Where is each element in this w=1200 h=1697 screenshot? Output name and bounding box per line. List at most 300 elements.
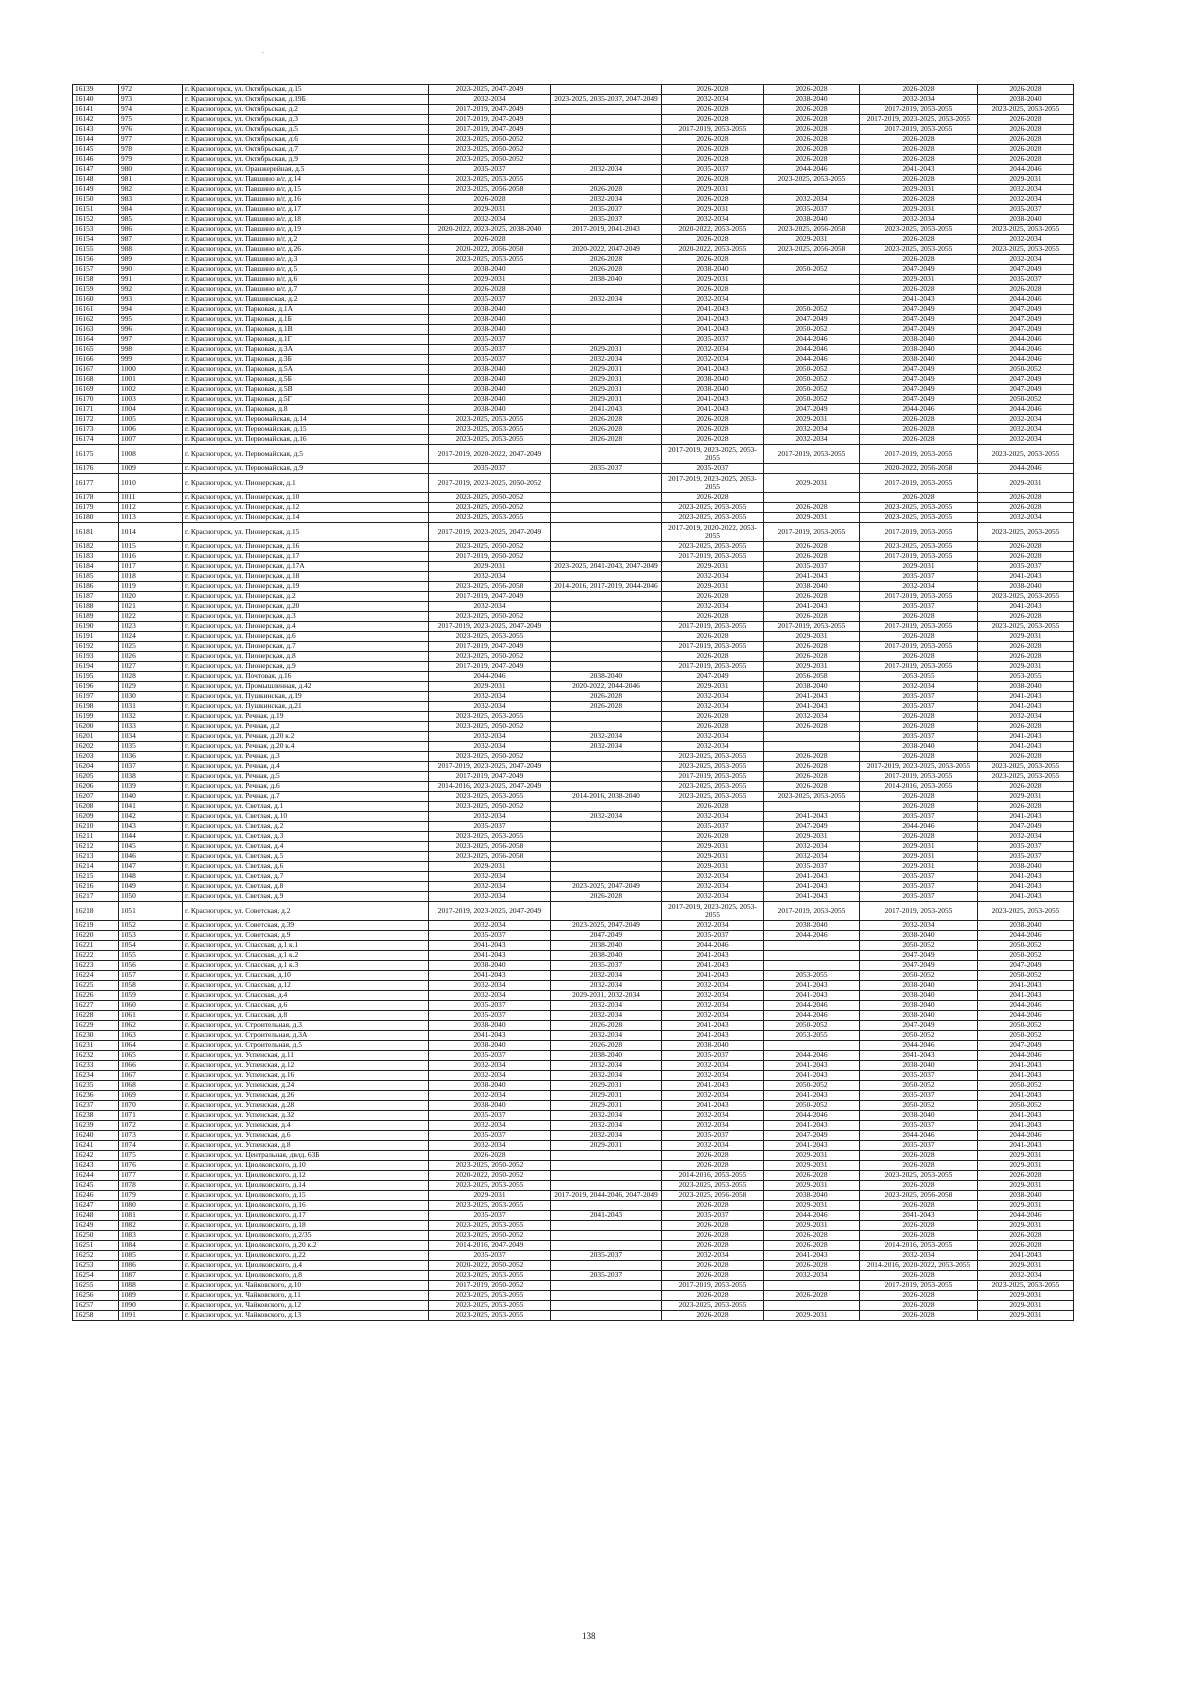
table-row [73, 1281, 1074, 1291]
row-number-cell: 1042 [119, 812, 183, 822]
schedule-table [72, 84, 1074, 1321]
period-cell-1: 2032-2034 [429, 602, 551, 612]
period-cell-6: 2038-2040 [978, 682, 1074, 692]
table-row [73, 722, 1074, 732]
row-number-cell: 1023 [119, 622, 183, 632]
period-cell-2 [551, 1151, 662, 1161]
period-cell-4: 2053-2055 [764, 1031, 860, 1041]
address-cell: г. Красногорск, ул. Пионерская, д.18 [183, 572, 429, 582]
period-cell-3: 2017-2019, 2053-2055 [662, 552, 764, 562]
period-cell-4: 2026-2028 [764, 552, 860, 562]
period-cell-3: 2023-2025, 2053-2055 [662, 1181, 764, 1191]
period-cell-2 [551, 335, 662, 345]
period-cell-3: 2014-2016, 2053-2055 [662, 1171, 764, 1181]
period-cell-2: 2032-2034 [551, 1111, 662, 1121]
period-cell-4: 2026-2028 [764, 1171, 860, 1181]
period-cell-1: 2023-2025, 2053-2055 [429, 1221, 551, 1231]
row-id-cell: 16223 [73, 961, 119, 971]
period-cell-2 [551, 1301, 662, 1311]
address-cell: г. Красногорск, ул. Светлая, д.2 [183, 822, 429, 832]
period-cell-2 [551, 862, 662, 872]
period-cell-5: 2050-2052 [860, 1081, 978, 1091]
address-cell: г. Красногорск, ул. Циолковского, д.10 [183, 1161, 429, 1171]
period-cell-1: 2029-2031 [429, 1191, 551, 1201]
period-cell-4 [764, 493, 860, 503]
period-cell-1: 2038-2040 [429, 1081, 551, 1091]
row-number-cell: 991 [119, 275, 183, 285]
period-cell-2: 2029-2031 [551, 345, 662, 355]
period-cell-4 [764, 255, 860, 265]
period-cell-3: 2026-2028 [662, 175, 764, 185]
period-cell-1: 2032-2034 [429, 95, 551, 105]
period-cell-4: 2026-2028 [764, 1231, 860, 1241]
address-cell: г. Красногорск, ул. Павшино в/г, д.7 [183, 285, 429, 295]
period-cell-2 [551, 902, 662, 921]
row-id-cell: 16236 [73, 1091, 119, 1101]
table-row [73, 275, 1074, 285]
address-cell: г. Красногорск, ул. Светлая, д.7 [183, 872, 429, 882]
period-cell-3: 2017-2019, 2023-2025, 2053-2055 [662, 474, 764, 493]
period-cell-1: 2020-2022, 2050-2052 [429, 1261, 551, 1271]
period-cell-6: 2029-2031 [978, 1161, 1074, 1171]
period-cell-5: 2041-2043 [860, 165, 978, 175]
period-cell-6: 2041-2043 [978, 1141, 1074, 1151]
period-cell-5: 2041-2043 [860, 295, 978, 305]
period-cell-1: 2038-2040 [429, 961, 551, 971]
period-cell-6: 2035-2037 [978, 562, 1074, 572]
period-cell-4 [764, 961, 860, 971]
period-cell-6: 2029-2031 [978, 1311, 1074, 1321]
period-cell-3: 2020-2022, 2053-2055 [662, 225, 764, 235]
period-cell-5: 2026-2028 [860, 802, 978, 812]
row-id-cell: 16146 [73, 155, 119, 165]
row-number-cell: 994 [119, 305, 183, 315]
period-cell-4: 2041-2043 [764, 1251, 860, 1261]
period-cell-4: 2026-2028 [764, 772, 860, 782]
period-cell-5: 2026-2028 [860, 85, 978, 95]
period-cell-3: 2041-2043 [662, 395, 764, 405]
table-row [73, 165, 1074, 175]
period-cell-6: 2032-2034 [978, 425, 1074, 435]
table-row [73, 1061, 1074, 1071]
period-cell-3: 2029-2031 [662, 185, 764, 195]
table-row [73, 1241, 1074, 1251]
period-cell-3: 2032-2034 [662, 991, 764, 1001]
period-cell-5: 2017-2019, 2053-2055 [860, 474, 978, 493]
table-row [73, 355, 1074, 365]
address-cell: г. Красногорск, ул. Речная, д.3 [183, 752, 429, 762]
table-row [73, 692, 1074, 702]
period-cell-4: 2032-2034 [764, 195, 860, 205]
row-id-cell: 16197 [73, 692, 119, 702]
period-cell-4 [764, 1301, 860, 1311]
row-number-cell: 980 [119, 165, 183, 175]
row-number-cell: 974 [119, 105, 183, 115]
period-cell-3: 2032-2034 [662, 345, 764, 355]
period-cell-3: 2023-2025, 2053-2055 [662, 752, 764, 762]
address-cell: г. Красногорск, ул. Пионерская, д.4 [183, 622, 429, 632]
period-cell-1: 2017-2019, 2020-2022, 2047-2049 [429, 445, 551, 464]
period-cell-1: 2023-2025, 2053-2055 [429, 255, 551, 265]
period-cell-2: 2032-2034 [551, 355, 662, 365]
table-row [73, 503, 1074, 513]
row-id-cell: 16142 [73, 115, 119, 125]
period-cell-5: 2026-2028 [860, 632, 978, 642]
row-number-cell: 1038 [119, 772, 183, 782]
period-cell-1: 2038-2040 [429, 1021, 551, 1031]
table-row [73, 592, 1074, 602]
period-cell-5: 2017-2019, 2023-2025, 2053-2055 [860, 762, 978, 772]
row-id-cell: 16185 [73, 572, 119, 582]
table-row [73, 464, 1074, 474]
period-cell-2 [551, 852, 662, 862]
period-cell-3: 2041-2043 [662, 951, 764, 961]
row-id-cell: 16241 [73, 1141, 119, 1151]
row-id-cell: 16139 [73, 85, 119, 95]
period-cell-2: 2035-2037 [551, 961, 662, 971]
period-cell-1: 2017-2019, 2023-2025, 2047-2049 [429, 622, 551, 632]
period-cell-4 [764, 802, 860, 812]
period-cell-3: 2041-2043 [662, 1081, 764, 1091]
table-row [73, 1161, 1074, 1171]
period-cell-4 [764, 732, 860, 742]
address-cell: г. Красногорск, ул. Павшино в/г, д.15 [183, 185, 429, 195]
period-cell-4: 2029-2031 [764, 474, 860, 493]
period-cell-6: 2026-2028 [978, 1171, 1074, 1181]
table-row [73, 245, 1074, 255]
row-number-cell: 1025 [119, 642, 183, 652]
address-cell: г. Красногорск, ул. Циолковского, д.17 [183, 1211, 429, 1221]
row-number-cell: 1065 [119, 1051, 183, 1061]
address-cell: г. Красногорск, ул. Парковая, д.5Г [183, 395, 429, 405]
address-cell: г. Красногорск, ул. Пионерская, д.16 [183, 542, 429, 552]
period-cell-2 [551, 523, 662, 542]
period-cell-4: 2026-2028 [764, 762, 860, 772]
table-row [73, 1181, 1074, 1191]
period-cell-4: 2032-2034 [764, 852, 860, 862]
period-cell-3: 2032-2034 [662, 1141, 764, 1151]
period-cell-2: 2041-2043 [551, 405, 662, 415]
table-row [73, 792, 1074, 802]
period-cell-4: 2026-2028 [764, 105, 860, 115]
period-cell-3: 2032-2034 [662, 892, 764, 902]
period-cell-2: 2038-2040 [551, 951, 662, 961]
period-cell-2: 2035-2037 [551, 1271, 662, 1281]
period-cell-2: 2038-2040 [551, 941, 662, 951]
table-row [73, 435, 1074, 445]
row-id-cell: 16207 [73, 792, 119, 802]
period-cell-4: 2026-2028 [764, 503, 860, 513]
period-cell-6: 2026-2028 [978, 542, 1074, 552]
period-cell-3: 2017-2019, 2053-2055 [662, 772, 764, 782]
table-row [73, 1071, 1074, 1081]
row-id-cell: 16231 [73, 1041, 119, 1051]
table-row [73, 1081, 1074, 1091]
row-id-cell: 16176 [73, 464, 119, 474]
row-number-cell: 1024 [119, 632, 183, 642]
period-cell-1: 2023-2025, 2050-2052 [429, 135, 551, 145]
row-id-cell: 16157 [73, 265, 119, 275]
row-number-cell: 1076 [119, 1161, 183, 1171]
address-cell: г. Красногорск, ул. Парковая, д.1Г [183, 335, 429, 345]
address-cell: г. Красногорск, ул. Первомайская, д.9 [183, 464, 429, 474]
period-cell-5: 2014-2016, 2053-2055 [860, 782, 978, 792]
period-cell-1: 2023-2025, 2050-2052 [429, 503, 551, 513]
address-cell: г. Красногорск, ул. Павшино в/г, д.18 [183, 215, 429, 225]
period-cell-4: 2029-2031 [764, 1151, 860, 1161]
period-cell-3: 2032-2034 [662, 355, 764, 365]
period-cell-4: 2026-2028 [764, 1291, 860, 1301]
row-number-cell: 1072 [119, 1121, 183, 1131]
row-number-cell: 1071 [119, 1111, 183, 1121]
period-cell-2 [551, 325, 662, 335]
table-row [73, 642, 1074, 652]
row-id-cell: 16175 [73, 445, 119, 464]
table-row [73, 732, 1074, 742]
address-cell: г. Красногорск, ул. Пионерская, д.3 [183, 612, 429, 622]
period-cell-3: 2026-2028 [662, 1241, 764, 1251]
address-cell: г. Красногорск, ул. Парковая, д.1В [183, 325, 429, 335]
period-cell-3: 2026-2028 [662, 632, 764, 642]
table-row [73, 1151, 1074, 1161]
row-id-cell: 16148 [73, 175, 119, 185]
row-id-cell: 16154 [73, 235, 119, 245]
period-cell-6: 2038-2040 [978, 921, 1074, 931]
period-cell-6: 2041-2043 [978, 1251, 1074, 1261]
period-cell-6: 2041-2043 [978, 991, 1074, 1001]
period-cell-4: 2041-2043 [764, 882, 860, 892]
period-cell-4: 2017-2019, 2053-2055 [764, 902, 860, 921]
period-cell-2 [551, 772, 662, 782]
period-cell-5: 2029-2031 [860, 205, 978, 215]
period-cell-4: 2050-2052 [764, 325, 860, 335]
table-row [73, 1301, 1074, 1311]
period-cell-3: 2026-2028 [662, 255, 764, 265]
row-id-cell: 16198 [73, 702, 119, 712]
table-row [73, 902, 1074, 921]
table-row [73, 802, 1074, 812]
row-number-cell: 1009 [119, 464, 183, 474]
address-cell: г. Красногорск, ул. Октябрьская, д.19Б [183, 95, 429, 105]
period-cell-1: 2017-2019, 2047-2049 [429, 642, 551, 652]
period-cell-2 [551, 832, 662, 842]
row-id-cell: 16140 [73, 95, 119, 105]
period-cell-5: 2047-2049 [860, 395, 978, 405]
period-cell-4: 2047-2049 [764, 1131, 860, 1141]
row-id-cell: 16225 [73, 981, 119, 991]
address-cell: г. Красногорск, ул. Успенская, д.4 [183, 1121, 429, 1131]
address-cell: г. Красногорск, ул. Парковая, д.5А [183, 365, 429, 375]
address-cell: г. Красногорск, ул. Речная, д.7 [183, 792, 429, 802]
period-cell-1: 2023-2025, 2050-2052 [429, 1231, 551, 1241]
period-cell-1: 2023-2025, 2047-2049 [429, 85, 551, 95]
period-cell-1: 2014-2016, 2047-2049 [429, 1241, 551, 1251]
address-cell: г. Красногорск, ул. Строительная, д.3А [183, 1031, 429, 1041]
period-cell-6: 2029-2031 [978, 1181, 1074, 1191]
period-cell-2: 2023-2025, 2035-2037, 2047-2049 [551, 95, 662, 105]
period-cell-2 [551, 1261, 662, 1271]
period-cell-6: 2041-2043 [978, 1121, 1074, 1131]
address-cell: г. Красногорск, ул. Спасская, д.6 [183, 1001, 429, 1011]
row-number-cell: 1067 [119, 1071, 183, 1081]
period-cell-4: 2032-2034 [764, 842, 860, 852]
period-cell-5: 2035-2037 [860, 1121, 978, 1131]
table-row [73, 931, 1074, 941]
table-row [73, 542, 1074, 552]
period-cell-1: 2035-2037 [429, 1001, 551, 1011]
period-cell-6: 2032-2034 [978, 195, 1074, 205]
table-row [73, 1041, 1074, 1051]
period-cell-4: 2044-2046 [764, 355, 860, 365]
table-row [73, 1221, 1074, 1231]
address-cell: г. Красногорск, ул. Успенская, д.8 [183, 1141, 429, 1151]
period-cell-4: 2044-2046 [764, 345, 860, 355]
period-cell-2: 2041-2043 [551, 1211, 662, 1221]
row-id-cell: 16191 [73, 632, 119, 642]
row-id-cell: 16217 [73, 892, 119, 902]
table-row [73, 365, 1074, 375]
address-cell: г. Красногорск, ул. Октябрьская, д.5 [183, 125, 429, 135]
period-cell-6: 2038-2040 [978, 582, 1074, 592]
period-cell-5: 2017-2019, 2053-2055 [860, 523, 978, 542]
table-row [73, 1211, 1074, 1221]
period-cell-5: 2044-2046 [860, 822, 978, 832]
period-cell-5: 2026-2028 [860, 1301, 978, 1311]
table-row [73, 405, 1074, 415]
period-cell-4: 2041-2043 [764, 872, 860, 882]
period-cell-4: 2023-2025, 2056-2058 [764, 225, 860, 235]
period-cell-2 [551, 285, 662, 295]
row-number-cell: 1031 [119, 702, 183, 712]
row-id-cell: 16210 [73, 822, 119, 832]
row-id-cell: 16240 [73, 1131, 119, 1141]
period-cell-6: 2041-2043 [978, 1111, 1074, 1121]
period-cell-3: 2026-2028 [662, 195, 764, 205]
address-cell: г. Красногорск, ул. Чайковского, д.11 [183, 1291, 429, 1301]
address-cell: г. Красногорск, ул. Светлая, д.10 [183, 812, 429, 822]
period-cell-4: 2026-2028 [764, 145, 860, 155]
period-cell-6: 2044-2046 [978, 355, 1074, 365]
period-cell-6: 2032-2034 [978, 185, 1074, 195]
period-cell-2: 2047-2049 [551, 931, 662, 941]
period-cell-3: 2020-2022, 2053-2055 [662, 245, 764, 255]
period-cell-3: 2023-2025, 2053-2055 [662, 792, 764, 802]
period-cell-2 [551, 592, 662, 602]
table-row [73, 255, 1074, 265]
row-id-cell: 16218 [73, 902, 119, 921]
period-cell-2: 2032-2034 [551, 1031, 662, 1041]
period-cell-4: 2035-2037 [764, 205, 860, 215]
period-cell-2 [551, 612, 662, 622]
period-cell-4 [764, 1041, 860, 1051]
row-id-cell: 16215 [73, 872, 119, 882]
row-number-cell: 1087 [119, 1271, 183, 1281]
period-cell-3: 2017-2019, 2053-2055 [662, 662, 764, 672]
period-cell-2 [551, 105, 662, 115]
period-cell-1: 2032-2034 [429, 981, 551, 991]
period-cell-1: 2041-2043 [429, 1031, 551, 1041]
table-row [73, 672, 1074, 682]
row-number-cell: 978 [119, 145, 183, 155]
row-number-cell: 1030 [119, 692, 183, 702]
period-cell-5: 2017-2019, 2053-2055 [860, 642, 978, 652]
period-cell-5: 2017-2019, 2053-2055 [860, 105, 978, 115]
period-cell-1: 2023-2025, 2053-2055 [429, 175, 551, 185]
period-cell-2: 2014-2016, 2038-2040 [551, 792, 662, 802]
row-number-cell: 1061 [119, 1011, 183, 1021]
period-cell-1: 2038-2040 [429, 385, 551, 395]
period-cell-1: 2017-2019, 2047-2049 [429, 115, 551, 125]
period-cell-1: 2035-2037 [429, 931, 551, 941]
row-id-cell: 16152 [73, 215, 119, 225]
table-row [73, 562, 1074, 572]
period-cell-6: 2023-2025, 2053-2055 [978, 225, 1074, 235]
period-cell-2: 2032-2034 [551, 1061, 662, 1071]
row-number-cell: 1020 [119, 592, 183, 602]
period-cell-2: 2026-2028 [551, 185, 662, 195]
row-id-cell: 16178 [73, 493, 119, 503]
table-row [73, 872, 1074, 882]
period-cell-1: 2017-2019, 2047-2049 [429, 592, 551, 602]
period-cell-1: 2023-2025, 2053-2055 [429, 435, 551, 445]
period-cell-4: 2038-2040 [764, 682, 860, 692]
period-cell-5: 2026-2028 [860, 145, 978, 155]
period-cell-6: 2041-2043 [978, 742, 1074, 752]
address-cell: г. Красногорск, ул. Циолковского, д.20 к.2 [183, 1241, 429, 1251]
address-cell: г. Красногорск, ул. Циолковского, д.12 [183, 1171, 429, 1181]
period-cell-6: 2029-2031 [978, 792, 1074, 802]
row-number-cell: 1012 [119, 503, 183, 513]
period-cell-5: 2038-2040 [860, 1061, 978, 1071]
period-cell-1: 2041-2043 [429, 971, 551, 981]
period-cell-1: 2017-2019, 2047-2049 [429, 105, 551, 115]
period-cell-5: 2047-2049 [860, 325, 978, 335]
table-row [73, 1171, 1074, 1181]
period-cell-3: 2023-2025, 2056-2058 [662, 1191, 764, 1201]
period-cell-6: 2050-2052 [978, 395, 1074, 405]
period-cell-5: 2029-2031 [860, 185, 978, 195]
period-cell-1: 2032-2034 [429, 572, 551, 582]
address-cell: г. Красногорск, ул. Пионерская, д.1 [183, 474, 429, 493]
period-cell-6: 2041-2043 [978, 981, 1074, 991]
period-cell-5: 2038-2040 [860, 1011, 978, 1021]
address-cell: г. Красногорск, ул. Циолковского, д.2/35 [183, 1231, 429, 1241]
address-cell: г. Красногорск, ул. Павшино в/г, д.5 [183, 265, 429, 275]
address-cell: г. Красногорск, ул. Пионерская, д.2 [183, 592, 429, 602]
period-cell-2: 2029-2031 [551, 1091, 662, 1101]
period-cell-4: 2032-2034 [764, 1271, 860, 1281]
period-cell-1: 2038-2040 [429, 375, 551, 385]
schedule-table-container [72, 84, 1074, 1321]
period-cell-4: 2044-2046 [764, 1011, 860, 1021]
row-number-cell: 1021 [119, 602, 183, 612]
period-cell-1: 2017-2019, 2050-2052 [429, 1281, 551, 1291]
period-cell-4: 2029-2031 [764, 832, 860, 842]
table-row [73, 1031, 1074, 1041]
period-cell-3: 2041-2043 [662, 1031, 764, 1041]
row-id-cell: 16183 [73, 552, 119, 562]
row-number-cell: 1003 [119, 395, 183, 405]
period-cell-6: 2047-2049 [978, 385, 1074, 395]
period-cell-6: 2029-2031 [978, 662, 1074, 672]
table-row [73, 961, 1074, 971]
table-row [73, 205, 1074, 215]
period-cell-6: 2026-2028 [978, 503, 1074, 513]
period-cell-2: 2020-2022, 2047-2049 [551, 245, 662, 255]
period-cell-4: 2056-2058 [764, 672, 860, 682]
address-cell: г. Красногорск, ул. Пушкинская, д.21 [183, 702, 429, 712]
address-cell: г. Красногорск, ул. Циолковского, д.14 [183, 1181, 429, 1191]
